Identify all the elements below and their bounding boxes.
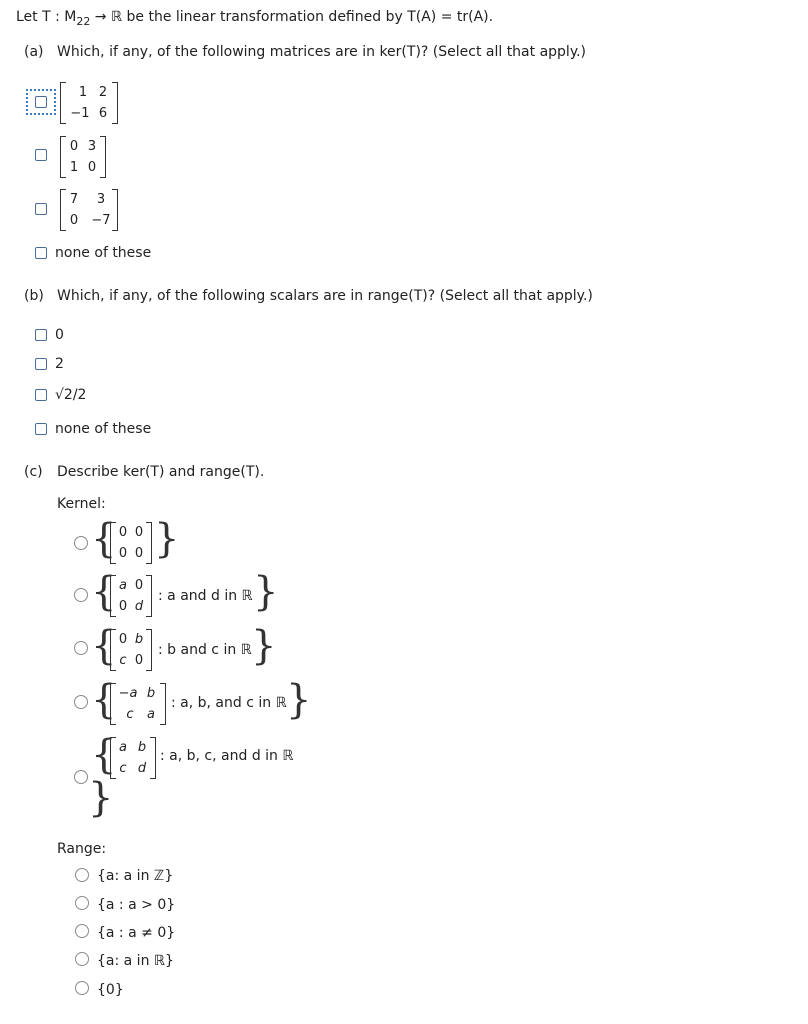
none-of-these-b-label: none of these [55,421,152,437]
kernel-option-4-matrix: −a b c a [110,683,166,725]
range-option-1-label: {a: a in ℤ} [97,868,174,884]
left-brace: { [91,516,117,562]
kernel-option-1-matrix: 0 0 0 0 [110,522,152,564]
left-brace: { [91,677,117,723]
scalar-option-2-checkbox[interactable] [35,358,47,370]
kernel-option-2-condition: : a and d in ℝ [158,588,253,604]
kernel-option-2-radio[interactable] [74,588,88,602]
right-brace: } [154,516,180,562]
kernel-option-2-matrix: a 0 0 d [110,575,152,617]
range-option-4-radio[interactable] [75,952,89,966]
part-b-label: (b) [24,288,44,304]
kernel-option-4-radio[interactable] [74,695,88,709]
kernel-option-5-matrix: a b c d [110,737,156,779]
kernel-option-1-radio[interactable] [74,536,88,550]
none-of-these-a-checkbox[interactable] [35,247,47,259]
scalar-option-0-label: 0 [55,327,64,343]
part-a-label: (a) [24,44,44,60]
range-option-3-label: {a : a ≠ 0} [97,925,176,941]
right-brace: } [88,775,114,821]
range-option-5-label: {0} [97,982,124,998]
left-brace: { [91,732,117,778]
range-option-1-radio[interactable] [75,868,89,882]
scalar-option-sqrt2-checkbox[interactable] [35,389,47,401]
range-label: Range: [57,841,107,857]
kernel-option-5-condition: : a, b, c, and d in ℝ [160,748,294,764]
range-option-2-radio[interactable] [75,896,89,910]
kernel-option-3-matrix: 0 b c 0 [110,629,152,671]
left-brace: { [91,623,117,669]
range-option-3-radio[interactable] [75,924,89,938]
kernel-option-3-condition: : b and c in ℝ [158,642,252,658]
matrix-option-3: 7 3 0 −7 [60,189,118,231]
right-brace: } [286,677,312,723]
left-brace: { [91,569,117,615]
none-of-these-a-label: none of these [55,245,152,261]
kernel-option-4-condition: : a, b, and c in ℝ [171,695,287,711]
part-c-label: (c) [24,464,43,480]
none-of-these-b-checkbox[interactable] [35,423,47,435]
scalar-option-2-label: 2 [55,356,64,372]
right-brace: } [253,569,279,615]
part-c-question: Describe ker(T) and range(T). [57,464,265,480]
problem-statement: Let T : $M_{22}$ → ℝ be the linear transformation defined by T(A) = tr(A). [16,9,494,28]
matrix-option-3-checkbox[interactable] [35,203,47,215]
matrix-option-2: 0 3 1 0 [60,136,106,178]
range-option-4-label: {a: a in ℝ} [97,953,174,969]
matrix-option-2-checkbox[interactable] [35,149,47,161]
range-option-5-radio[interactable] [75,981,89,995]
right-brace: } [251,623,277,669]
part-b-question: Which, if any, of the following scalars are in range(T)? (Select all that apply.) [57,288,593,304]
range-option-2-label: {a : a > 0} [97,897,176,913]
matrix-option-1-checkbox[interactable] [35,96,47,108]
matrix-option-1: 1 2 −1 6 [60,82,118,124]
scalar-option-sqrt2-label: √2/2 [55,387,87,403]
kernel-label: Kernel: [57,496,106,512]
part-a-question: Which, if any, of the following matrices are in ker(T)? (Select all that apply.) [57,44,587,60]
scalar-option-0-checkbox[interactable] [35,329,47,341]
kernel-option-3-radio[interactable] [74,641,88,655]
kernel-option-5-radio[interactable] [74,770,88,784]
